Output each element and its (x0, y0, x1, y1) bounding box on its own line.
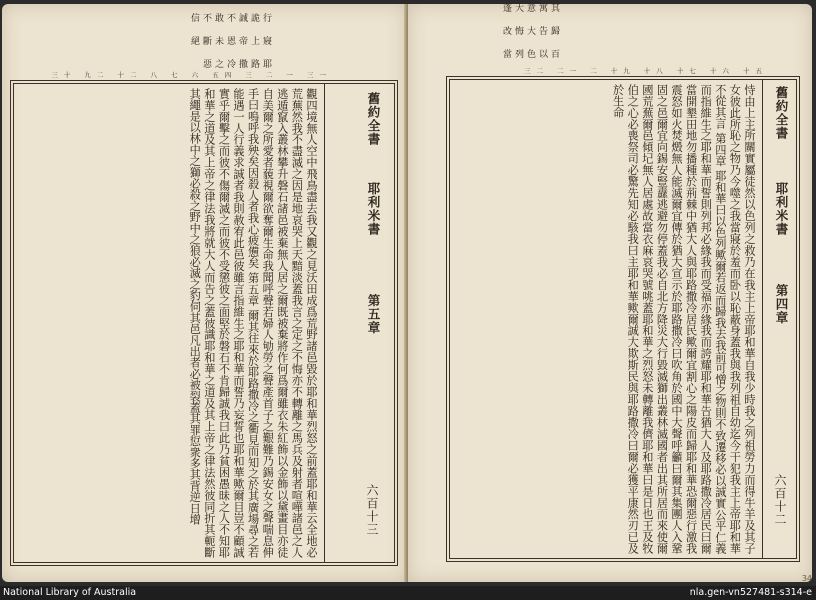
right-page-number: 六百十二 (773, 474, 787, 526)
margin-note: 寢上帝恩未斷絕 (189, 36, 271, 45)
footer-bar (0, 586, 816, 600)
right-column-numbers: 三二 二一 二 十九 十八 十七 十六 十五 (524, 67, 768, 75)
margin-note: 耶路撒冷之惡 (201, 59, 271, 68)
left-body-text: 觀四境無人空中飛鳥盡去我又觀之見沃田成爲荒野諸邑毀於耶和華烈怒之前蓋耶和華云全地必荒蕪然我不盡滅之因是地哀哭上天黯淡蓋我言之定之不悔亦不轉離之馬兵及射者喧嘩諸邑之人逃遁竄入叢林攀升磐石諸邑被棄無人居之爾既被棄將作何爲爾雖衣朱紅飾以金飾以黛畫目亦徒自美爾之所愛者藐視爾欲奪爾生命我聞呼聲若婦人劬勞之聲產首子之艱難乃錫安女之聲喘息伸手曰嗚呼我殃矣因殺人者我心疲憊矣 第五章 爾其往來於耶路撒冷之衢見而知之於其廣場尋之若能遇一人行義求誠者我則赦宥此邑彼雖言指維生之耶和華而誓乃妄誓也耶和華歟爾目豈不顧誠實乎爾擊之而彼不傷爾滅之而彼不受懲彼之面堅於磐石不肯歸誠我曰此乃貧困愚昧之人不知耶和華之道及其上帝之律法我將就大人而告之蓋彼識耶和華之道及其上帝之律法然彼同折其軛斷其繩是以林中之獅必殺之野中之狼必滅之豹伺其邑凡出者必被裂蓋其罪愆衆多其背逆日增 (188, 88, 318, 558)
right-book-name: 耶利米書 (774, 182, 789, 236)
left-margin-notes (42, 13, 272, 68)
left-column-numbers: 三十 九二 十二 八 七 六 五四 三 二 一 三一 (51, 71, 332, 79)
pencil-mark: 34 (801, 574, 812, 583)
left-chapter: 第五章 (366, 294, 381, 335)
left-page (2, 4, 406, 582)
left-book-name: 耶利米書 (366, 182, 381, 236)
left-page-number: 六百十三 (365, 484, 379, 536)
right-book-title: 舊約全書 (774, 86, 789, 140)
footer-id: nla.gen-vn527481-s314-e (689, 587, 812, 598)
margin-note: 行詭誠不敢不信 (189, 13, 271, 22)
margin-note: 其寓意大蓬 (501, 3, 559, 12)
right-chapter: 第四章 (774, 284, 789, 325)
right-page (408, 4, 812, 582)
right-body-text: 恃由上主所關實屬徒然以色列之救乃在我主上帝耶和華自我少時我之列祖勞力而得牛羊及其子女彼此所恥之物乃今噬之我當寢於羞而卧以恥蔽身蓋我與我列祖自幼迄今干犯我主上帝耶和華不從其言 第四章 耶和華曰以色列歟爾若返而歸我去我前可憎之物則不致遷移必以誠實公平仁義而指維生之耶和華而誓則列邦必緣我而受福亦緣我而誇耀耶和華告猶大人及耶路撒冷居民曰爾當開墾田地勿播種於荊棘中猶大人與耶路撒冷居民歟爾宜割心之陽皮而歸耶和華恐爾惡行激我震怒如火焚燬無人能滅爾宜傳於猶大宣示於耶路撒冷曰吹角於國中大聲呼籲曰爾其集團人入鞏固之邑爾宜向錫安豎纛逃避勿停蓋我必自北方降災大行毀滅獅出叢林滅國者出其所居而來使爾國荒蕪爾邑傾圮無人居處故當衣麻哀哭號咷蓋耶和華之烈怒未轉離我儕耶和華曰是日也王及牧伯之心必喪祭司必驚先知必駭我曰主耶和華歟爾誠大欺斯民與耶路撒冷曰爾必獲平康然刃已及於生命 (611, 84, 756, 554)
margin-note: 百以色列當 (501, 49, 559, 58)
footer-library: National Library of Australia (3, 587, 137, 598)
right-margin-notes (460, 3, 560, 58)
margin-note: 歸告大悔改 (501, 26, 559, 35)
left-book-title: 舊約全書 (366, 92, 381, 146)
